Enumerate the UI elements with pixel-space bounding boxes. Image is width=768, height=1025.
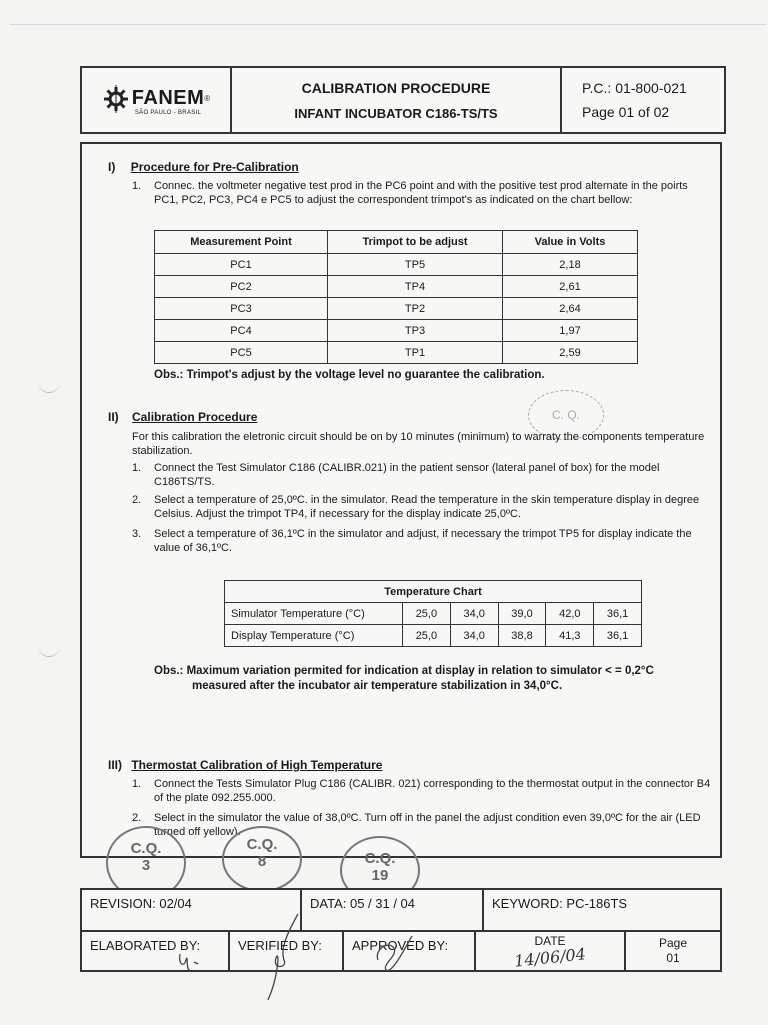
faint-qc-stamp: C. Q. — [528, 390, 604, 440]
section-2-obs — [154, 664, 714, 694]
qc-stamp — [222, 826, 302, 892]
document-header — [80, 66, 726, 134]
table-cell: PC3 — [155, 298, 328, 320]
stamp-top-text: C.Q. — [130, 840, 162, 857]
column-header: Measurement Point — [155, 231, 328, 254]
table-cell: 42,0 — [546, 603, 594, 625]
logo-text: FANEM — [131, 87, 205, 109]
table-cell: 41,3 — [546, 625, 594, 647]
table-cell: 36,1 — [594, 603, 642, 625]
section-1-obs: Obs.: Trimpot's adjust by the voltage level no guarantee the calibration. — [154, 369, 545, 381]
section-3-step-2: Select in the simulator the value of 38,0ºC. Turn off in the panel the adjust condition even 39,0ºC for the air (LED turned off yellow). — [154, 812, 701, 838]
table-header-row — [225, 581, 642, 603]
stamp-number: 19 — [371, 867, 389, 884]
pc-info — [562, 68, 724, 132]
section-3-heading — [108, 758, 382, 772]
row-label: Display Temperature (°C) — [225, 625, 403, 647]
table-cell: TP1 — [328, 342, 503, 364]
table-cell: TP4 — [328, 276, 503, 298]
section-3-title: Thermostat Calibration of High Temperature — [131, 758, 383, 772]
table-row — [155, 320, 638, 342]
section-2-title: Calibration Procedure — [132, 410, 258, 424]
temperature-chart-title: Temperature Chart — [225, 581, 642, 603]
approved-signature — [368, 930, 418, 976]
section-2-step-1: Connect the Test Simulator C186 (CALIBR.021) in the patient sensor (lateral panel of box) for the model C186TS/TS. — [154, 462, 660, 488]
table-cell: 39,0 — [498, 603, 546, 625]
elaborated-signature — [176, 946, 206, 976]
table-cell: 2,59 — [503, 342, 638, 364]
section-2-numeral: II) — [108, 410, 119, 424]
section-3-step-1: Connect the Tests Simulator Plug C186 (CALIBR. 021) corresponding to the thermostat output in the connector B4 of the plate 092.255.000. — [154, 778, 711, 804]
handwritten-date: 14/06/04 — [513, 944, 587, 971]
title-line-2: INFANT INCUBATOR C186-TS/TS — [294, 105, 498, 121]
temperature-chart-table — [224, 580, 642, 647]
table-row — [155, 342, 638, 364]
obs-line-1: Obs.: Maximum variation permited for indication at display in relation to simulator < = 0,2°C — [154, 665, 654, 677]
stamp-number: 3 — [141, 857, 151, 874]
page-label: Page — [658, 936, 688, 950]
section-1-step-1: Connec. the voltmeter negative test prod in the PC6 point and with the positive test prod alternate in the poirts PC1, PC2, PC3, PC4 e PC5 to adjust the correspondent trimpot's as indicated on the chart bellow: — [154, 180, 688, 206]
approved-by-field: APPROVED BY: — [344, 932, 476, 972]
pc-number: P.C.: 01-800-021 — [582, 80, 687, 96]
table-cell: 2,64 — [503, 298, 638, 320]
document-title — [232, 68, 562, 132]
table-row — [155, 254, 638, 276]
table-cell: 2,61 — [503, 276, 638, 298]
revision-field: REVISION: 02/04 — [82, 890, 302, 930]
logo-registered: ® — [204, 94, 211, 103]
elaborated-by-field: ELABORATED BY: — [82, 932, 230, 972]
step-number: 2. — [132, 494, 142, 506]
table-cell: 34,0 — [450, 625, 498, 647]
row-label: Simulator Temperature (°C) — [225, 603, 403, 625]
table-cell: TP3 — [328, 320, 503, 342]
table-cell: 1,97 — [503, 320, 638, 342]
table-row — [225, 625, 642, 647]
table-cell: 25,0 — [403, 625, 451, 647]
table-cell: 36,1 — [594, 625, 642, 647]
table-row — [155, 298, 638, 320]
table-cell: PC5 — [155, 342, 328, 364]
stamp-number: 8 — [257, 853, 267, 870]
keyword-field: KEYWORD: PC-186TS — [492, 896, 628, 911]
page-field — [626, 932, 720, 972]
table-cell: 2,18 — [503, 254, 638, 276]
table-cell: 25,0 — [403, 603, 451, 625]
table-cell: 34,0 — [450, 603, 498, 625]
data-field: DATA: 05 / 31 / 04 — [302, 890, 484, 930]
date-label: DATE — [534, 934, 566, 948]
step-number: 1. — [132, 778, 142, 790]
table-cell: PC4 — [155, 320, 328, 342]
section-2-intro: For this calibration the eletronic circuit should be on by 10 minutes (minimum) to warraty the components temperature stabilization. — [132, 431, 705, 457]
table-cell: TP5 — [328, 254, 503, 276]
table-cell: TP2 — [328, 298, 503, 320]
table-cell: PC1 — [155, 254, 328, 276]
verified-by-field: VERIFIED BY: — [230, 932, 344, 972]
title-line-1: CALIBRATION PROCEDURE — [301, 79, 491, 96]
table-cell: 38,8 — [498, 625, 546, 647]
stamp-top-text: C.Q. — [364, 850, 396, 867]
stamp-top-text: C.Q. — [246, 836, 278, 853]
section-3-numeral: III) — [108, 758, 122, 772]
logo — [82, 68, 232, 132]
section-2-step-3: Select a temperature of 36,1ºC in the simulator and adjust, if necessary the trimpot TP5 for display indicate the value of 36,1ºC. — [154, 528, 692, 554]
logo-subtitle: SÃO PAULO - BRASIL — [134, 109, 202, 116]
step-number: 1. — [132, 180, 142, 192]
page-value: 01 — [666, 951, 680, 965]
fanem-logo-icon — [102, 85, 130, 113]
trimpot-table — [154, 230, 638, 364]
section-1-title: Procedure for Pre-Calibration — [130, 160, 299, 174]
step-number: 1. — [132, 462, 142, 474]
table-header-row — [155, 231, 638, 254]
verified-signature — [258, 908, 308, 1004]
footer-row-1 — [82, 890, 720, 930]
table-cell: PC2 — [155, 276, 328, 298]
page-number: Page 01 of 02 — [582, 104, 670, 120]
step-number: 2. — [132, 812, 142, 824]
table-row — [155, 276, 638, 298]
date-field — [476, 932, 626, 972]
section-2-heading — [108, 410, 257, 424]
obs-line-2: measured after the incubator air temperature stabilization in 34,0°C. — [192, 680, 563, 692]
table-row — [225, 603, 642, 625]
section-1-numeral: I) — [108, 160, 116, 174]
step-number: 3. — [132, 528, 142, 540]
column-header: Value in Volts — [503, 231, 638, 254]
column-header: Trimpot to be adjust — [328, 231, 503, 254]
section-2-step-2: Select a temperature of 25,0ºC. in the simulator. Read the temperature in the skin temperature display in degree Celsius. Adjust the trimpot TP4, if necessary for the display indicate 25,0ºC. — [154, 494, 700, 520]
document-body — [80, 142, 722, 858]
section-1-heading — [108, 160, 299, 174]
